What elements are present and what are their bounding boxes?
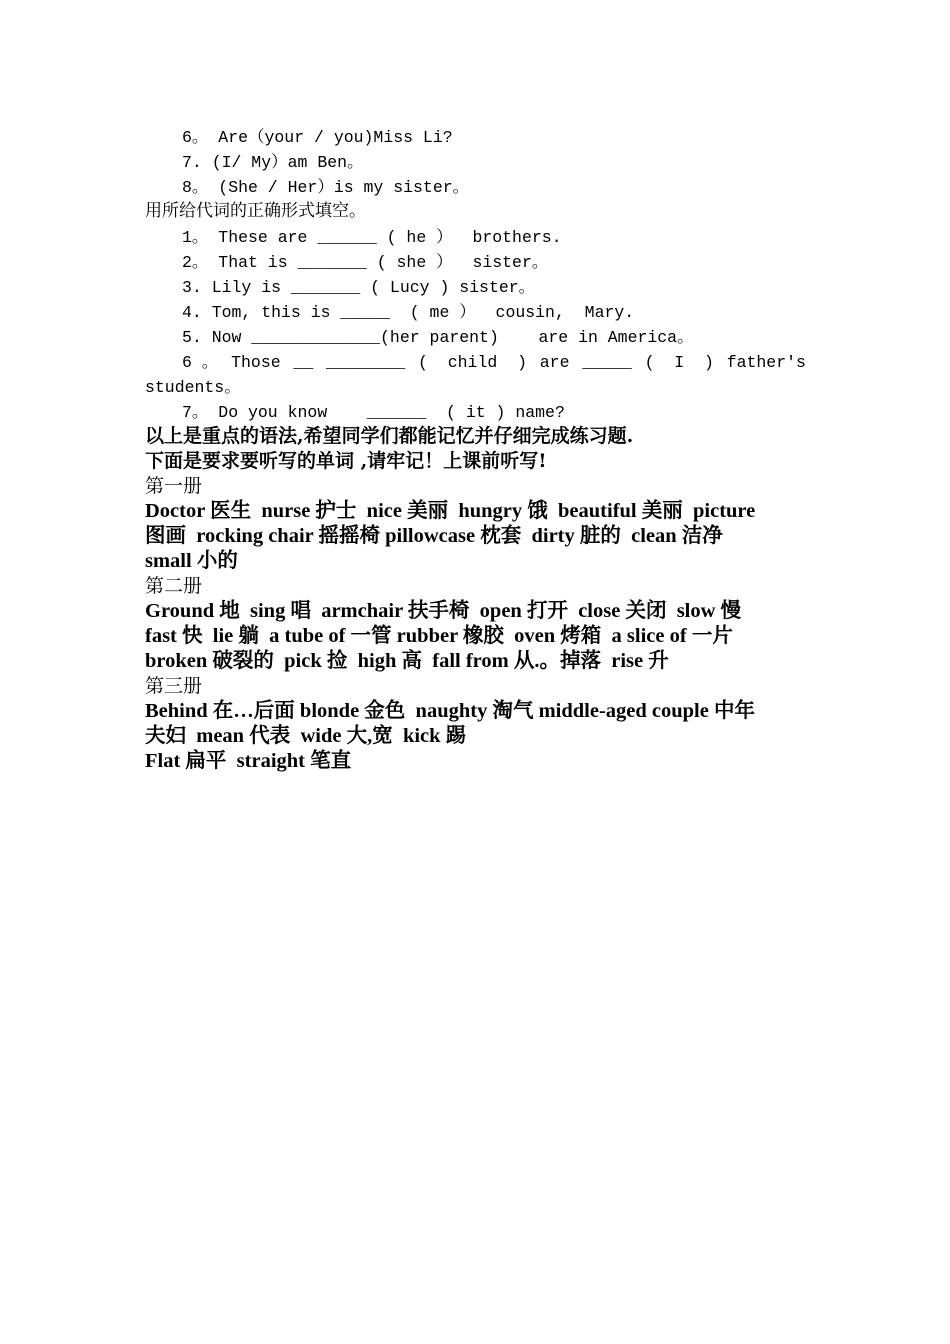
fill-item-3: 3. Lily is _______ ( Lucy ) sister。: [182, 278, 536, 297]
book2-vocab-line: fast 快 lie 躺 a tube of 一管 rubber 橡胶 oven 烤箱 a slice of 一片: [145, 625, 733, 647]
choice-item-7: 7. (I/ My）am Ben。: [182, 153, 364, 172]
book2-vocab-line: Ground 地 sing 唱 armchair 扶手椅 open 打开 close 关闭 slow 慢: [145, 600, 742, 622]
dictation-note: 下面是要求要听写的单词 ,请牢记！上课前听写!: [145, 450, 547, 472]
book3-vocab-line: 夫妇 mean 代表 wide 大,宽 kick 踢: [145, 725, 467, 747]
fill-item-6: [182, 350, 806, 375]
grammar-note: 以上是重点的语法,希望同学们都能记忆并仔细完成练习题.: [145, 425, 634, 447]
fill-item-6-blank-3: _____: [582, 353, 632, 372]
fill-in-instruction: 用所给代词的正确形式填空。: [145, 201, 366, 221]
book3-vocab-line: Behind 在…后面 blonde 金色 naughty 淘气 middle-aged couple 中年: [145, 700, 755, 722]
fill-item-5: 5. Now _____________(her parent) are in America。: [182, 328, 694, 347]
choice-item-6: 6。 Are（your / you)Miss Li?: [182, 128, 453, 147]
fill-item-1: 1。 These are ______ ( he ） brothers.: [182, 228, 562, 247]
book1-vocab-line: Doctor 医生 nurse 护士 nice 美丽 hungry 饿 beautiful 美丽 picture: [145, 500, 756, 522]
fill-item-6-word-are: are: [539, 353, 570, 372]
book1-vocab-line: small 小的: [145, 550, 238, 572]
fill-item-6-blank-2: ________: [326, 353, 406, 372]
choice-item-8: 8。 (She / Her）is my sister。: [182, 178, 470, 197]
fill-item-6-blank-1: __: [293, 353, 314, 372]
fill-item-2: 2。 That is _______ ( she ） sister。: [182, 253, 549, 272]
book3-vocab-line: Flat 扁平 straight 笔直: [145, 750, 352, 772]
fill-item-6-word-those: Those: [231, 353, 281, 372]
fill-item-6-continuation: students。: [145, 378, 241, 397]
fill-item-6-hint-child: ( child ): [418, 353, 527, 372]
book1-vocab-line: 图画 rocking chair 摇摇椅 pillowcase 枕套 dirty 脏的 clean 洁净: [145, 525, 723, 547]
fill-item-6-word-fathers: father's: [726, 353, 806, 372]
book2-heading: 第二册: [145, 575, 203, 597]
fill-item-7: 7。 Do you know ______ ( it ) name?: [182, 403, 565, 422]
book1-heading: 第一册: [145, 475, 203, 497]
fill-item-4: 4. Tom, this is _____ ( me ） cousin, Mary.: [182, 303, 635, 322]
fill-item-6-number: 6 。: [182, 353, 219, 372]
book3-heading: 第三册: [145, 675, 203, 697]
fill-item-6-hint-i: ( I ): [644, 353, 714, 372]
book2-vocab-line: broken 破裂的 pick 捡 high 高 fall from 从.。掉落 rise 升: [145, 650, 669, 672]
